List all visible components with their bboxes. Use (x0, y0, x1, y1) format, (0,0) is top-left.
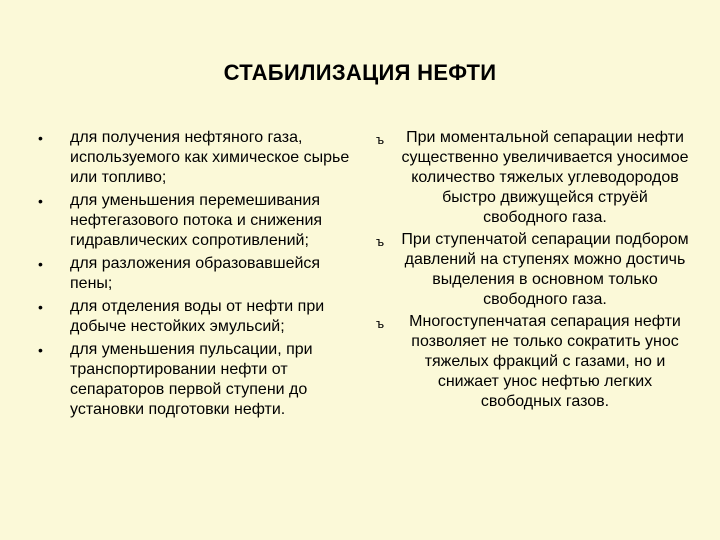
right-bullet-list (366, 128, 692, 414)
left-list-item (38, 128, 358, 188)
right-list-item-text: При ступенчатой сепарации подбором давлений на ступенях можно достичь выделения в основном только свободного газа. (401, 231, 689, 308)
left-list-item-text: для уменьшения пульсации, при транспортировании нефти от сепараторов первой ступени до установки подготовки нефти. (70, 341, 313, 418)
right-list-item-text: Многоступенчатая сепарация нефти позволяет не только сократить унос тяжелых фракций с газами, но и снижает унос нефтью легких свободных газов. (409, 313, 681, 410)
bullet-marker: ъ (375, 316, 385, 331)
left-list-item (38, 254, 358, 294)
bullet-marker: ъ (375, 132, 385, 147)
left-list-item (38, 191, 358, 251)
left-list-item-text: для отделения воды от нефти при добыче нестойких эмульсий; (70, 298, 325, 335)
right-list-item (366, 312, 692, 412)
bullet-marker: • (38, 256, 43, 272)
bullet-marker: ъ (375, 234, 385, 249)
left-list-item (38, 340, 358, 420)
right-list-item-text: При моментальной сепарации нефти существенно увеличивается уносимое количество тяжелых углеводородов быстро движущейся струёй свободного газа. (401, 129, 689, 226)
bullet-marker: • (38, 130, 43, 146)
left-list-item-text: для получения нефтяного газа, используемого как химическое сырье или топливо; (70, 129, 350, 186)
left-list-item-text: для разложения образовавшейся пены; (70, 255, 321, 292)
left-list-item (38, 297, 358, 337)
right-list-item (366, 230, 692, 310)
left-list-item-text: для уменьшения перемешивания нефтегазового потока и снижения гидравлических сопротивлений; (70, 192, 323, 249)
bullet-marker: • (38, 193, 43, 209)
left-bullet-list (38, 128, 358, 423)
slide-title: СТАБИЛИЗАЦИЯ НЕФТИ (223, 60, 497, 85)
bullet-marker: • (38, 299, 43, 315)
bullet-marker: • (38, 342, 43, 358)
right-list-item (366, 128, 692, 228)
